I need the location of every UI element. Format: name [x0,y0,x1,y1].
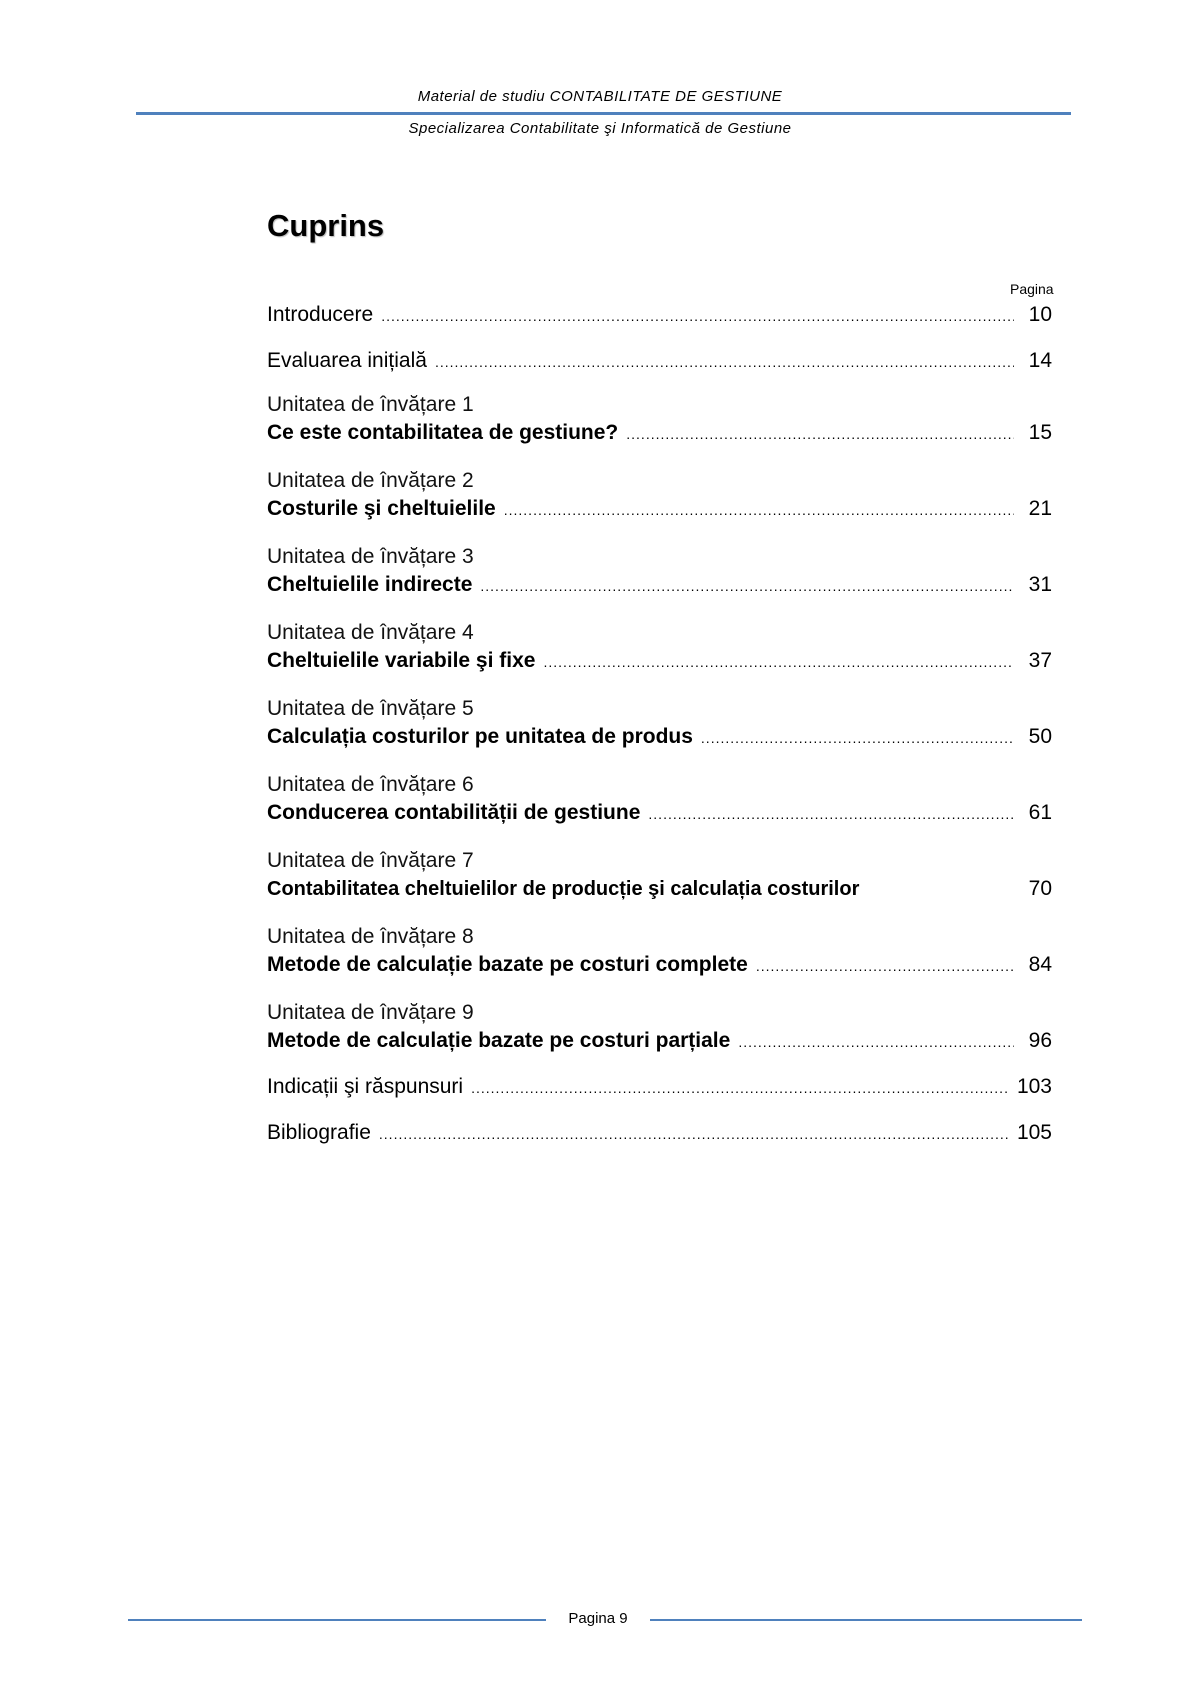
toc-entry-title: Cheltuielile indirecte [267,573,473,596]
toc-entry-title: Costurile şi cheltuielile [267,497,496,520]
dot-leader [480,571,1014,601]
dot-leader [379,1119,1009,1149]
toc-entry-unit-3[interactable] [267,544,1052,600]
toc-entry-unit-1[interactable] [267,392,1052,448]
toc-entry-page: 105 [1016,1121,1052,1144]
unit-label: Unitatea de învățare 4 [267,621,474,644]
unit-label: Unitatea de învățare 9 [267,1001,474,1024]
toc-entry-title: Contabilitatea cheltuielilor de producție şi calculația costurilor [267,878,860,900]
footer-divider-left [128,1619,546,1621]
dot-leader [648,799,1014,829]
dot-leader [756,951,1014,981]
toc-entry-page: 96 [1028,1029,1052,1052]
page-column-label: Pagina [1010,281,1054,297]
toc-entry-page: 31 [1028,573,1052,596]
toc-entry-title: Ce este contabilitatea de gestiune? [267,421,619,444]
toc-entry-title: Calculația costurilor pe unitatea de produs [267,725,693,748]
footer-page-number: Pagina 9 [568,1610,628,1627]
toc-entry-evaluarea-initiala[interactable] [267,346,1052,376]
toc-entry-title: Metode de calculație bazate pe costuri parțiale [267,1029,731,1052]
dot-leader [543,647,1014,677]
toc-entry-title: Metode de calculație bazate pe costuri complete [267,953,748,976]
dot-leader [738,1027,1014,1057]
toc-entry-page: 103 [1016,1075,1052,1098]
unit-label: Unitatea de învățare 2 [267,469,474,492]
dot-leader [626,419,1014,449]
toc-entry-page: 37 [1028,649,1052,672]
toc-entry-unit-5[interactable] [267,696,1052,752]
toc-entry-page: 14 [1028,349,1052,372]
toc-entry-bibliografie[interactable] [267,1118,1052,1148]
toc-title: Cuprins [267,208,385,243]
toc-entry-unit-8[interactable] [267,924,1052,980]
toc-entry-title: Indicații şi răspunsuri [267,1075,464,1098]
toc-entry-unit-4[interactable] [267,620,1052,676]
unit-label: Unitatea de învățare 6 [267,773,474,796]
unit-label: Unitatea de învățare 5 [267,697,474,720]
toc-entry-unit-7[interactable] [267,848,1052,904]
toc-entry-page: 61 [1028,801,1052,824]
toc-entry-page: 21 [1028,497,1052,520]
toc-entry-page: 10 [1028,303,1052,326]
dot-leader [504,495,1014,525]
toc-entry-unit-6[interactable] [267,772,1052,828]
toc-entry-title: Conducerea contabilității de gestiune [267,801,641,824]
toc-entry-unit-2[interactable] [267,468,1052,524]
dot-leader [381,301,1014,331]
unit-label: Unitatea de învățare 1 [267,393,474,416]
toc-entry-page: 50 [1028,725,1052,748]
toc-entry-unit-9[interactable] [267,1000,1052,1056]
unit-label: Unitatea de învățare 3 [267,545,474,568]
unit-label: Unitatea de învățare 7 [267,849,474,872]
toc-entry-introducere[interactable] [267,300,1052,330]
page-header-title: Material de studiu CONTABILITATE DE GESTIUNE [417,88,783,105]
toc-entry-page: 15 [1028,421,1052,444]
toc-entry-indicatii-raspunsuri[interactable] [267,1072,1052,1102]
dot-leader [435,347,1014,377]
dot-leader [701,723,1014,753]
header-divider [136,112,1071,115]
page-header-subtitle: Specializarea Contabilitate şi Informatică de Gestiune [408,120,792,137]
toc-entry-title: Cheltuielile variabile şi fixe [267,649,536,672]
toc-entry-title: Introducere [267,303,374,326]
toc-entry-page: 84 [1028,953,1052,976]
toc-entry-title: Bibliografie [267,1121,371,1144]
toc-entry-page: 70 [1028,877,1052,900]
unit-label: Unitatea de învățare 8 [267,925,474,948]
toc-entry-title: Evaluarea inițială [267,349,427,372]
footer-divider-right [650,1619,1082,1621]
table-of-contents [267,300,1052,1148]
dot-leader [471,1073,1009,1103]
